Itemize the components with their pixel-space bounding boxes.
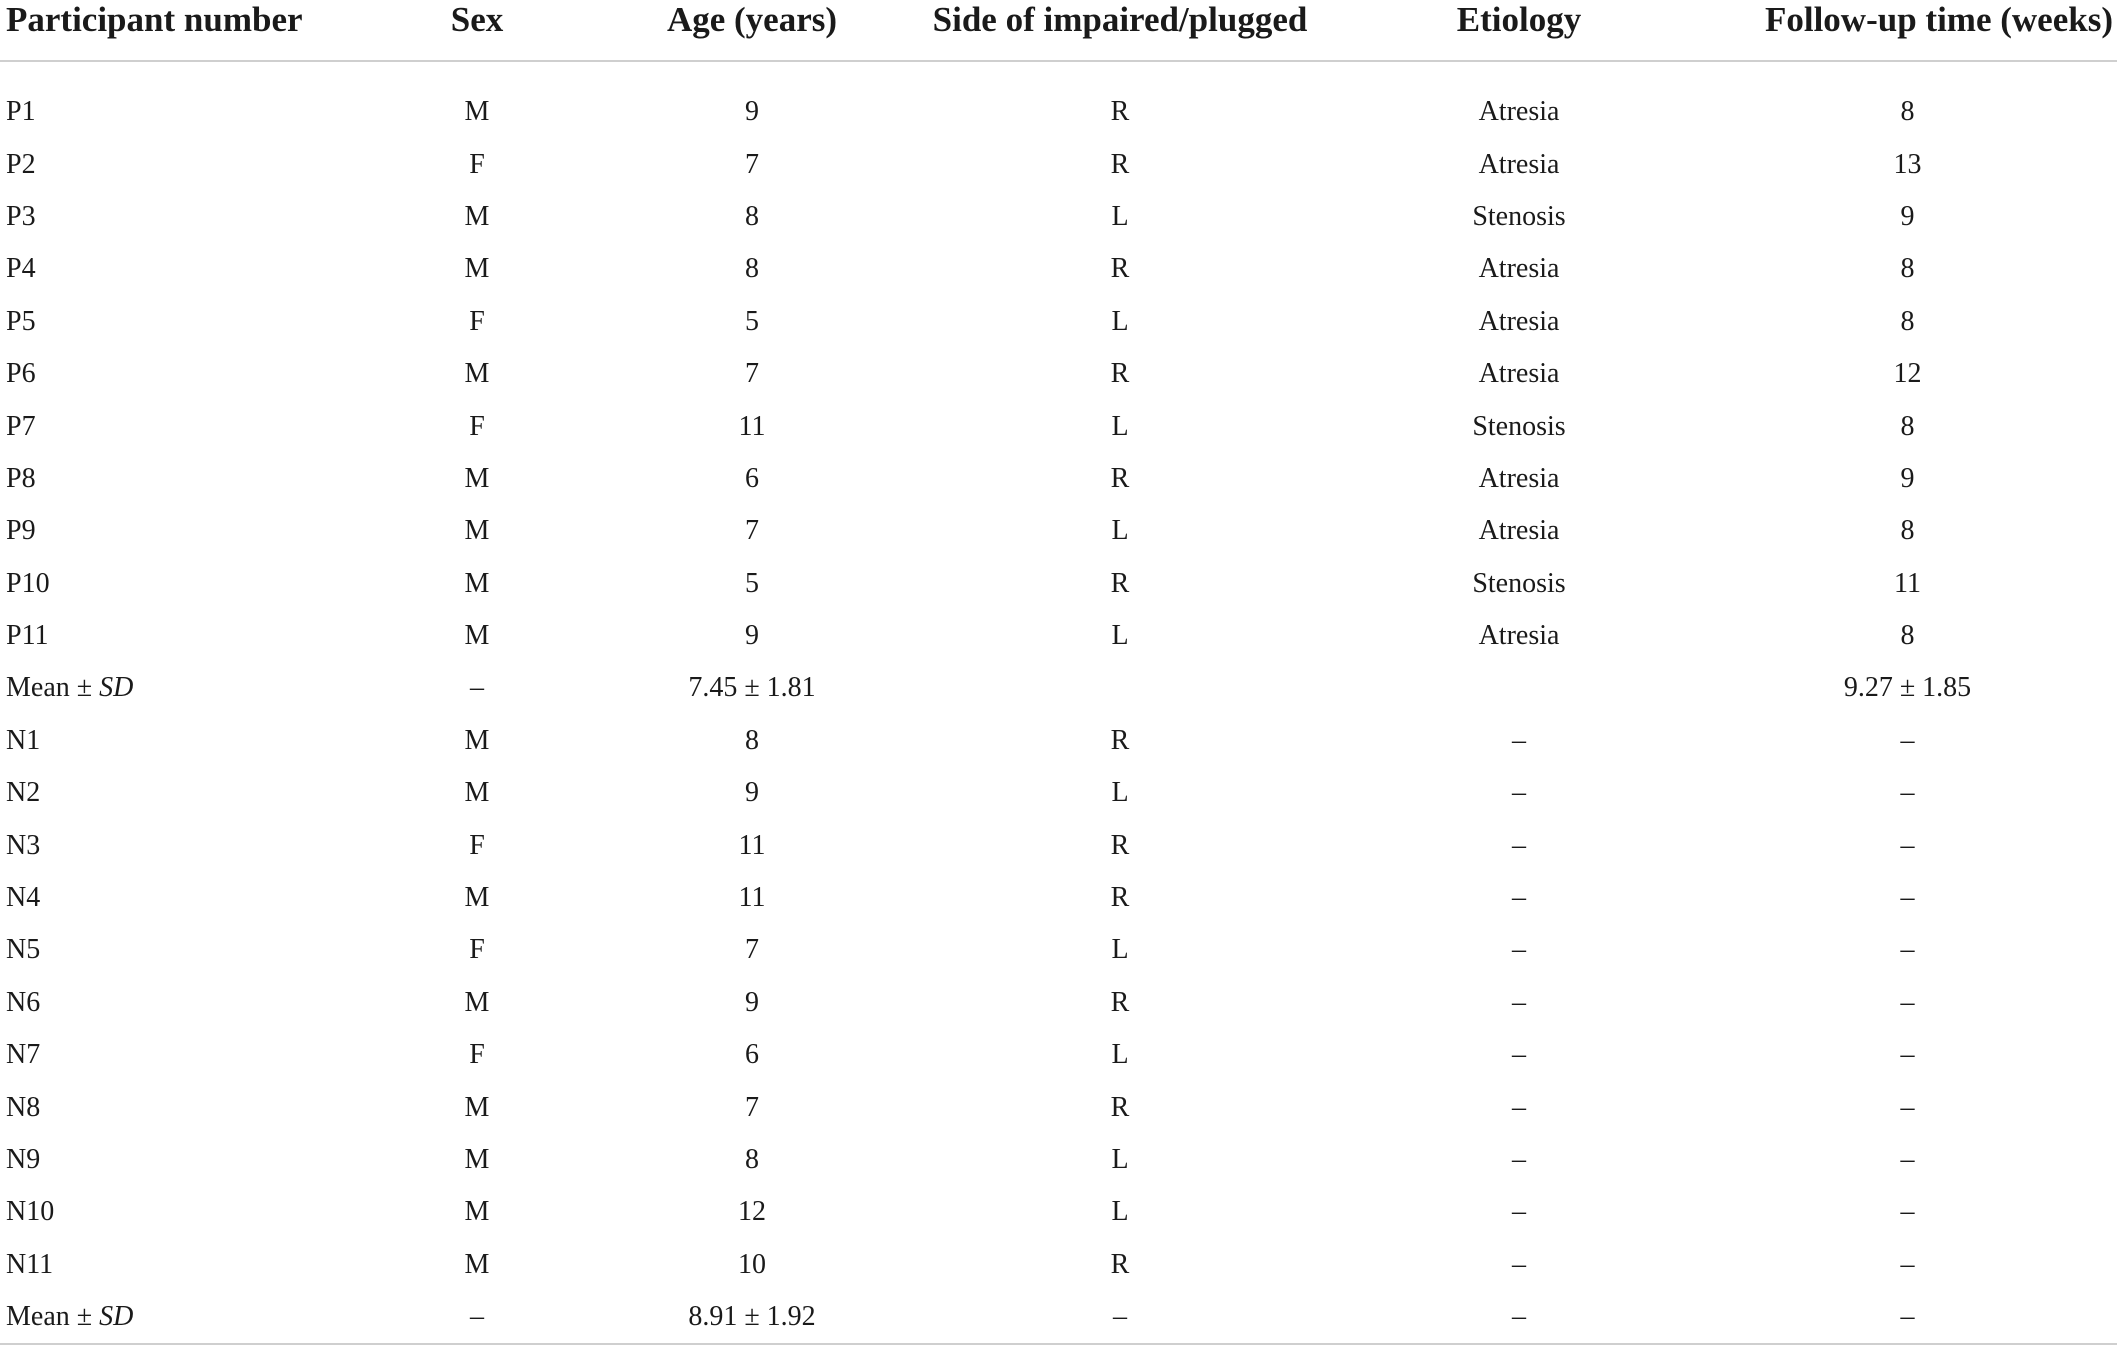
cell-participant: N1 <box>6 724 41 756</box>
cell-sex: M <box>464 986 490 1018</box>
header-participant-number: Participant number <box>6 0 303 39</box>
cell-participant: P4 <box>6 253 36 285</box>
cell-followup: – <box>1900 934 1915 966</box>
cell-participant: N9 <box>6 1144 41 1175</box>
table-row <box>0 872 2117 924</box>
cell-sex: M <box>464 724 490 756</box>
cell-age: 7 <box>745 148 759 180</box>
cell-etiology: Stenosis <box>1472 567 1566 599</box>
cell-etiology: – <box>1512 724 1526 756</box>
cell-sex: M <box>464 96 490 128</box>
cell-age: 7 <box>745 358 759 390</box>
table-row <box>0 819 2117 871</box>
cell-age: 9 <box>745 96 759 128</box>
cell-followup: – <box>1900 1196 1915 1228</box>
cell-side: L <box>1111 1196 1129 1228</box>
cell-sex: F <box>469 410 485 442</box>
cell-age: 7 <box>745 934 759 966</box>
cell-sex: F <box>469 1039 485 1071</box>
cell-etiology: – <box>1512 1248 1526 1280</box>
cell-participant: N10 <box>6 1196 55 1228</box>
cell-age: 9 <box>745 986 759 1018</box>
cell-etiology: Atresia <box>1478 620 1560 652</box>
cell-sex: F <box>469 829 485 861</box>
cell-etiology: – <box>1512 1091 1526 1123</box>
cell-age: 8 <box>745 253 759 285</box>
cell-age: 5 <box>745 305 759 337</box>
cell-side: R <box>1110 253 1130 285</box>
cell-followup: 8 <box>1900 253 1915 285</box>
cell-sex: M <box>464 620 490 652</box>
cell-participant: N6 <box>6 986 41 1018</box>
cell-age: 5 <box>745 567 759 599</box>
cell-participant: N5 <box>6 934 41 966</box>
cell-age: 8 <box>745 200 759 232</box>
table-row <box>0 1081 2117 1133</box>
table-body <box>0 61 2117 1344</box>
cell-sex: M <box>464 777 490 809</box>
cell-sex: M <box>464 1144 490 1175</box>
cell-age: 8 <box>745 1144 759 1175</box>
cell-participant: P1 <box>6 96 36 128</box>
cell-participant: N7 <box>6 1039 41 1071</box>
cell-etiology: Stenosis <box>1472 200 1566 232</box>
cell-sex: M <box>464 567 490 599</box>
cell-side: R <box>1110 724 1130 756</box>
cell-followup: – <box>1900 777 1915 809</box>
cell-etiology: Atresia <box>1478 515 1560 547</box>
cell-participant: P9 <box>6 515 36 547</box>
cell-participant: P11 <box>6 620 49 652</box>
cell-age: 8.91 ± 1.92 <box>688 1301 816 1333</box>
cell-sex: M <box>464 462 490 494</box>
cell-sex: M <box>464 1248 490 1280</box>
table-row <box>0 243 2117 295</box>
cell-side: L <box>1111 1144 1129 1175</box>
cell-side: L <box>1111 1039 1129 1071</box>
cell-side: R <box>1110 567 1130 599</box>
cell-age: 11 <box>738 829 766 861</box>
cell-participant: N2 <box>6 777 41 809</box>
cell-etiology: – <box>1512 777 1526 809</box>
cell-side: R <box>1110 882 1130 914</box>
cell-participant: P10 <box>6 567 50 599</box>
cell-followup: 8 <box>1900 515 1915 547</box>
sd-label: SD <box>99 672 134 704</box>
header-row <box>0 0 2117 61</box>
table-row <box>0 138 2117 190</box>
cell-followup: 13 <box>1893 148 1922 180</box>
cell-etiology: – <box>1512 829 1526 861</box>
header-followup: Follow-up time (weeks) <box>1764 0 2113 39</box>
cell-age: 10 <box>738 1248 766 1280</box>
cell-age: 7.45 ± 1.81 <box>688 672 816 704</box>
cell-sex: – <box>470 1301 484 1333</box>
cell-etiology: Stenosis <box>1472 410 1566 442</box>
cell-participant: P6 <box>6 358 36 390</box>
cell-sex: M <box>464 882 490 914</box>
mean-label: Mean ± <box>6 672 100 704</box>
header-age: Age (years) <box>666 0 838 39</box>
cell-followup: – <box>1900 1144 1915 1175</box>
cell-sex: M <box>464 200 490 232</box>
cell-etiology: – <box>1512 1039 1526 1071</box>
mean-label: Mean ± <box>6 1301 100 1333</box>
cell-side: R <box>1110 1248 1130 1280</box>
cell-etiology: – <box>1512 882 1526 914</box>
cell-followup: 9.27 ± 1.85 <box>1843 672 1972 704</box>
cell-followup: 9 <box>1900 462 1915 494</box>
cell-participant: N11 <box>6 1248 54 1280</box>
cell-side <box>900 662 1340 714</box>
cell-followup: 8 <box>1900 410 1915 442</box>
cell-sex: M <box>464 515 490 547</box>
table-row <box>0 1186 2117 1238</box>
cell-sex: M <box>464 358 490 390</box>
cell-etiology: – <box>1512 1301 1526 1333</box>
cell-etiology: – <box>1512 986 1526 1018</box>
cell-etiology: Atresia <box>1478 148 1560 180</box>
cell-side: R <box>1110 1091 1130 1123</box>
cell-followup: – <box>1900 882 1915 914</box>
cell-etiology: Atresia <box>1478 462 1560 494</box>
cell-participant: P2 <box>6 148 36 180</box>
cell-participant: N3 <box>6 829 41 861</box>
cell-age: 6 <box>745 1039 759 1071</box>
cell-sex: – <box>470 672 484 704</box>
cell-side: L <box>1111 934 1129 966</box>
cell-followup: – <box>1900 724 1915 756</box>
cell-age: 7 <box>745 1091 759 1123</box>
cell-etiology: Atresia <box>1478 358 1560 390</box>
cell-participant <box>0 1291 350 1344</box>
cell-etiology: Atresia <box>1478 305 1560 337</box>
cell-followup: – <box>1900 829 1915 861</box>
cell-participant: P8 <box>6 462 36 494</box>
cell-side: R <box>1110 986 1130 1018</box>
cell-age: 12 <box>738 1196 766 1228</box>
cell-participant: N4 <box>6 882 41 914</box>
cell-etiology <box>1340 662 1698 714</box>
summary-row <box>0 1291 2117 1344</box>
cell-followup: – <box>1900 986 1915 1018</box>
cell-etiology: – <box>1512 934 1526 966</box>
cell-side: L <box>1111 777 1129 809</box>
cell-age: 9 <box>745 777 759 809</box>
table-row <box>0 767 2117 819</box>
cell-followup: 11 <box>1894 567 1921 599</box>
cell-sex: F <box>469 148 485 180</box>
table-row <box>0 558 2117 610</box>
table-row <box>0 453 2117 505</box>
table-row <box>0 296 2117 348</box>
cell-followup: – <box>1900 1301 1915 1333</box>
table-row <box>0 924 2117 976</box>
table-row <box>0 61 2117 138</box>
cell-side: R <box>1110 358 1130 390</box>
table-row <box>0 348 2117 400</box>
cell-participant: N8 <box>6 1091 41 1123</box>
cell-sex: F <box>469 934 485 966</box>
cell-age: 11 <box>738 882 766 914</box>
table-row <box>0 1239 2117 1291</box>
cell-side: – <box>1113 1301 1127 1333</box>
cell-followup: – <box>1900 1091 1915 1123</box>
cell-age: 9 <box>745 620 759 652</box>
table-row <box>0 505 2117 557</box>
cell-side: R <box>1110 462 1130 494</box>
header-etiology: Etiology <box>1456 0 1582 39</box>
table-row <box>0 191 2117 243</box>
cell-side: L <box>1111 620 1129 652</box>
cell-etiology: Atresia <box>1478 96 1560 128</box>
cell-side: L <box>1111 515 1129 547</box>
cell-sex: F <box>469 305 485 337</box>
summary-row <box>0 662 2117 714</box>
cell-side: R <box>1110 829 1130 861</box>
cell-followup: 8 <box>1900 305 1915 337</box>
cell-participant <box>0 662 350 714</box>
cell-etiology: – <box>1512 1196 1526 1228</box>
cell-age: 8 <box>745 724 759 756</box>
cell-age: 11 <box>738 410 766 442</box>
cell-side: R <box>1110 96 1130 128</box>
cell-age: 6 <box>745 462 759 494</box>
table-row <box>0 977 2117 1029</box>
table-header <box>0 0 2117 61</box>
table-row <box>0 1134 2117 1186</box>
cell-side: R <box>1110 148 1130 180</box>
cell-etiology: Atresia <box>1478 253 1560 285</box>
cell-followup: 8 <box>1900 96 1915 128</box>
header-side: Side of impaired/plugged <box>932 0 1308 39</box>
cell-followup: 8 <box>1900 620 1915 652</box>
cell-followup: 9 <box>1900 200 1915 232</box>
cell-etiology: – <box>1512 1144 1526 1175</box>
sd-label: SD <box>99 1301 134 1333</box>
cell-side: L <box>1111 305 1129 337</box>
cell-participant: P7 <box>6 410 36 442</box>
cell-sex: M <box>464 1091 490 1123</box>
table-row <box>0 1029 2117 1081</box>
cell-followup: 12 <box>1893 358 1922 390</box>
table-row <box>0 400 2117 452</box>
cell-sex: M <box>464 253 490 285</box>
cell-participant: P3 <box>6 200 36 232</box>
cell-side: L <box>1111 410 1129 442</box>
cell-participant: P5 <box>6 305 36 337</box>
table-row <box>0 715 2117 767</box>
table-row <box>0 610 2117 662</box>
cell-sex: M <box>464 1196 490 1228</box>
cell-age: 7 <box>745 515 759 547</box>
header-sex: Sex <box>450 0 504 39</box>
cell-followup: – <box>1900 1039 1915 1071</box>
cell-followup: – <box>1900 1248 1915 1280</box>
cell-side: L <box>1111 200 1129 232</box>
